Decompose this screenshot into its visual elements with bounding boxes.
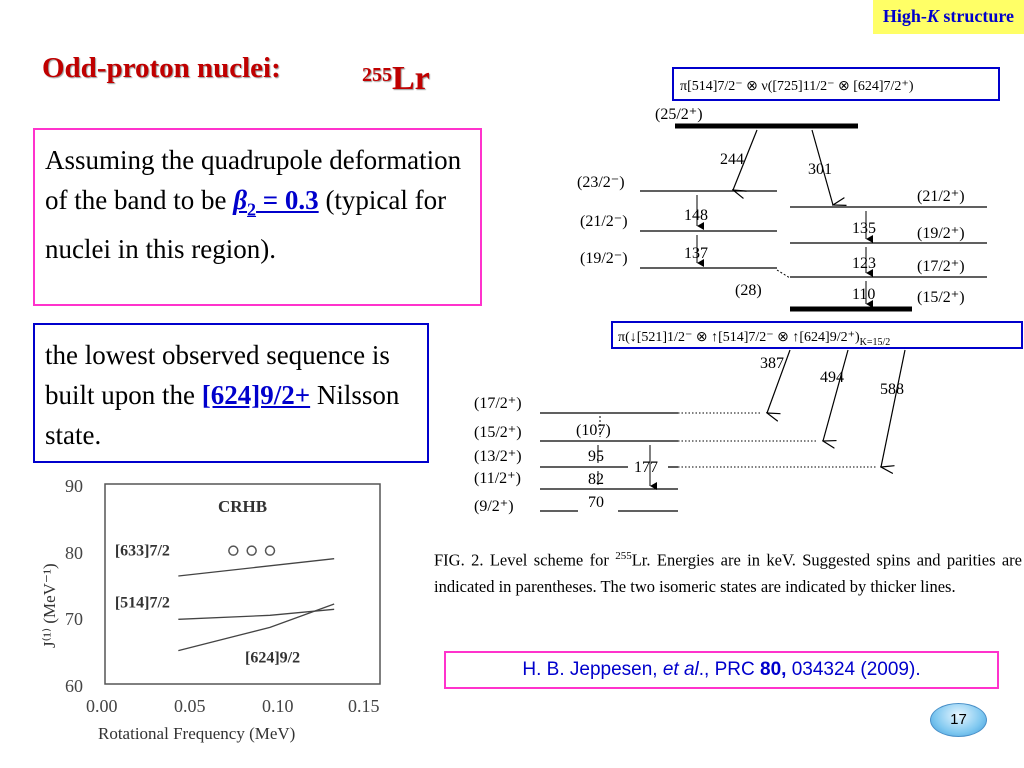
x-tick-015: 0.15	[348, 696, 380, 716]
y-tick-60: 60	[65, 676, 83, 696]
energy-244: 244	[720, 151, 744, 168]
x-tick-010: 0.10	[262, 696, 294, 716]
x-tick-005: 0.05	[174, 696, 206, 716]
level-15-2-plus-label: (15/2⁺)	[917, 289, 965, 306]
lower-config-label	[618, 330, 890, 348]
energy-107: (107)	[576, 422, 611, 439]
ref-volume: 80,	[760, 659, 787, 680]
caption-pre: FIG. 2. Level scheme for	[434, 550, 616, 570]
ref-authors: H. B. Jeppesen,	[522, 659, 663, 680]
energy-95: 95	[588, 448, 604, 465]
x-tick-labels	[86, 696, 380, 716]
nilsson-textbox	[33, 323, 429, 463]
beta-subscript: 2	[247, 199, 257, 220]
level-23-2-label: (23/2⁻)	[577, 174, 625, 191]
page-number-badge: 17	[930, 703, 987, 737]
gs-17-2-label: (17/2⁺)	[474, 395, 522, 412]
energy-137: 137	[684, 245, 708, 262]
y-tick-labels	[65, 476, 83, 696]
y-tick-70: 70	[65, 609, 83, 629]
energy-70: 70	[588, 494, 604, 511]
box2-text: the lowest observed sequence is built upon the	[45, 340, 390, 410]
label-514-7-2: [514]7/2	[114, 594, 170, 612]
transition-588	[881, 350, 905, 467]
gs-15-2-label: (15/2⁺)	[474, 424, 522, 441]
energy-588: 588	[880, 381, 904, 398]
label-624-9-2: [624]9/2	[245, 649, 301, 667]
level-21-2-minus-label: (21/2⁻)	[580, 213, 628, 230]
topic-banner	[873, 0, 1024, 34]
caption-post: Lr. Energies are in keV. Suggested spins and parities are indicated in parentheses. The two isomeric states are indicated by thicker lines.	[434, 550, 1022, 596]
y-tick-80: 80	[65, 543, 83, 563]
plot-y-label: J⁽¹⁾ (MeV⁻¹)	[40, 563, 59, 648]
energy-387: 387	[760, 355, 784, 372]
box1-text: Assuming the quadrupole deformation of the band to be	[45, 145, 462, 215]
x-tick-000: 0.00	[86, 696, 118, 716]
energy-82: 82	[588, 471, 604, 488]
box2-rest: Nilsson state.	[45, 380, 400, 450]
plot-x-label: Rotational Frequency (MeV)	[98, 724, 296, 743]
box1-rest: (typical for nuclei in this region).	[45, 185, 447, 265]
topic-suffix: structure	[938, 6, 1014, 26]
level-19-2-plus-label: (19/2⁺)	[917, 225, 965, 242]
level-19-2-minus-label: (19/2⁻)	[580, 250, 628, 267]
plot-panel-label: CRHB	[218, 497, 268, 516]
transition-28	[777, 270, 790, 278]
topic-k: K	[926, 6, 939, 26]
topic-prefix: High-	[882, 6, 927, 26]
ref-mid: ., PRC	[698, 659, 761, 680]
lower-config-main: π(↓[521]1/2⁻ ⊗ ↑[514]7/2⁻ ⊗ ↑[624]9/2⁺)	[618, 330, 860, 345]
level-17-2-plus-label: (17/2⁺)	[917, 258, 965, 275]
ref-etal: et al	[662, 659, 699, 680]
lower-config-k: K=15/2	[859, 337, 891, 348]
energy-494: 494	[820, 369, 844, 386]
nucleus-mass: 255	[362, 64, 392, 86]
nilsson-state: [624]9/2+	[201, 380, 311, 410]
figure-caption	[434, 543, 1022, 600]
upper-config-label: π[514]7/2⁻ ⊗ ν([725]11/2⁻ ⊗ [624]7/2⁺)	[680, 79, 914, 94]
ref-rest: 034324 (2009).	[786, 659, 921, 680]
y-tick-90: 90	[65, 476, 83, 496]
nucleus-label	[362, 60, 430, 98]
transition-494	[823, 350, 848, 441]
energy-177: 177	[634, 459, 658, 476]
nucleus-symbol: Lr	[392, 60, 430, 97]
beta-symbol: β	[233, 185, 248, 215]
gs-9-2-label: (9/2⁺)	[474, 498, 514, 515]
energy-301: 301	[808, 161, 832, 178]
gs-11-2-label: (11/2⁺)	[474, 470, 521, 487]
caption-mass: 255	[615, 550, 632, 562]
level-21-2-plus-label: (21/2⁺)	[917, 188, 965, 205]
energy-135: 135	[852, 220, 876, 237]
level-25-2-label: (25/2⁺)	[655, 106, 703, 123]
beta-value: = 0.3	[256, 185, 319, 215]
deformation-textbox	[33, 128, 482, 306]
energy-110: 110	[852, 286, 876, 303]
energy-123: 123	[852, 255, 876, 272]
energy-148: 148	[684, 207, 708, 224]
reference-citation	[444, 651, 999, 689]
gs-13-2-label: (13/2⁺)	[474, 448, 522, 465]
label-633-7-2: [633]7/2	[114, 542, 170, 560]
level-scheme-figure	[450, 55, 1022, 535]
energy-28: (28)	[735, 282, 762, 299]
crhb-moment-of-inertia-plot	[40, 470, 395, 750]
slide-title: Odd-proton nuclei:	[42, 52, 281, 84]
